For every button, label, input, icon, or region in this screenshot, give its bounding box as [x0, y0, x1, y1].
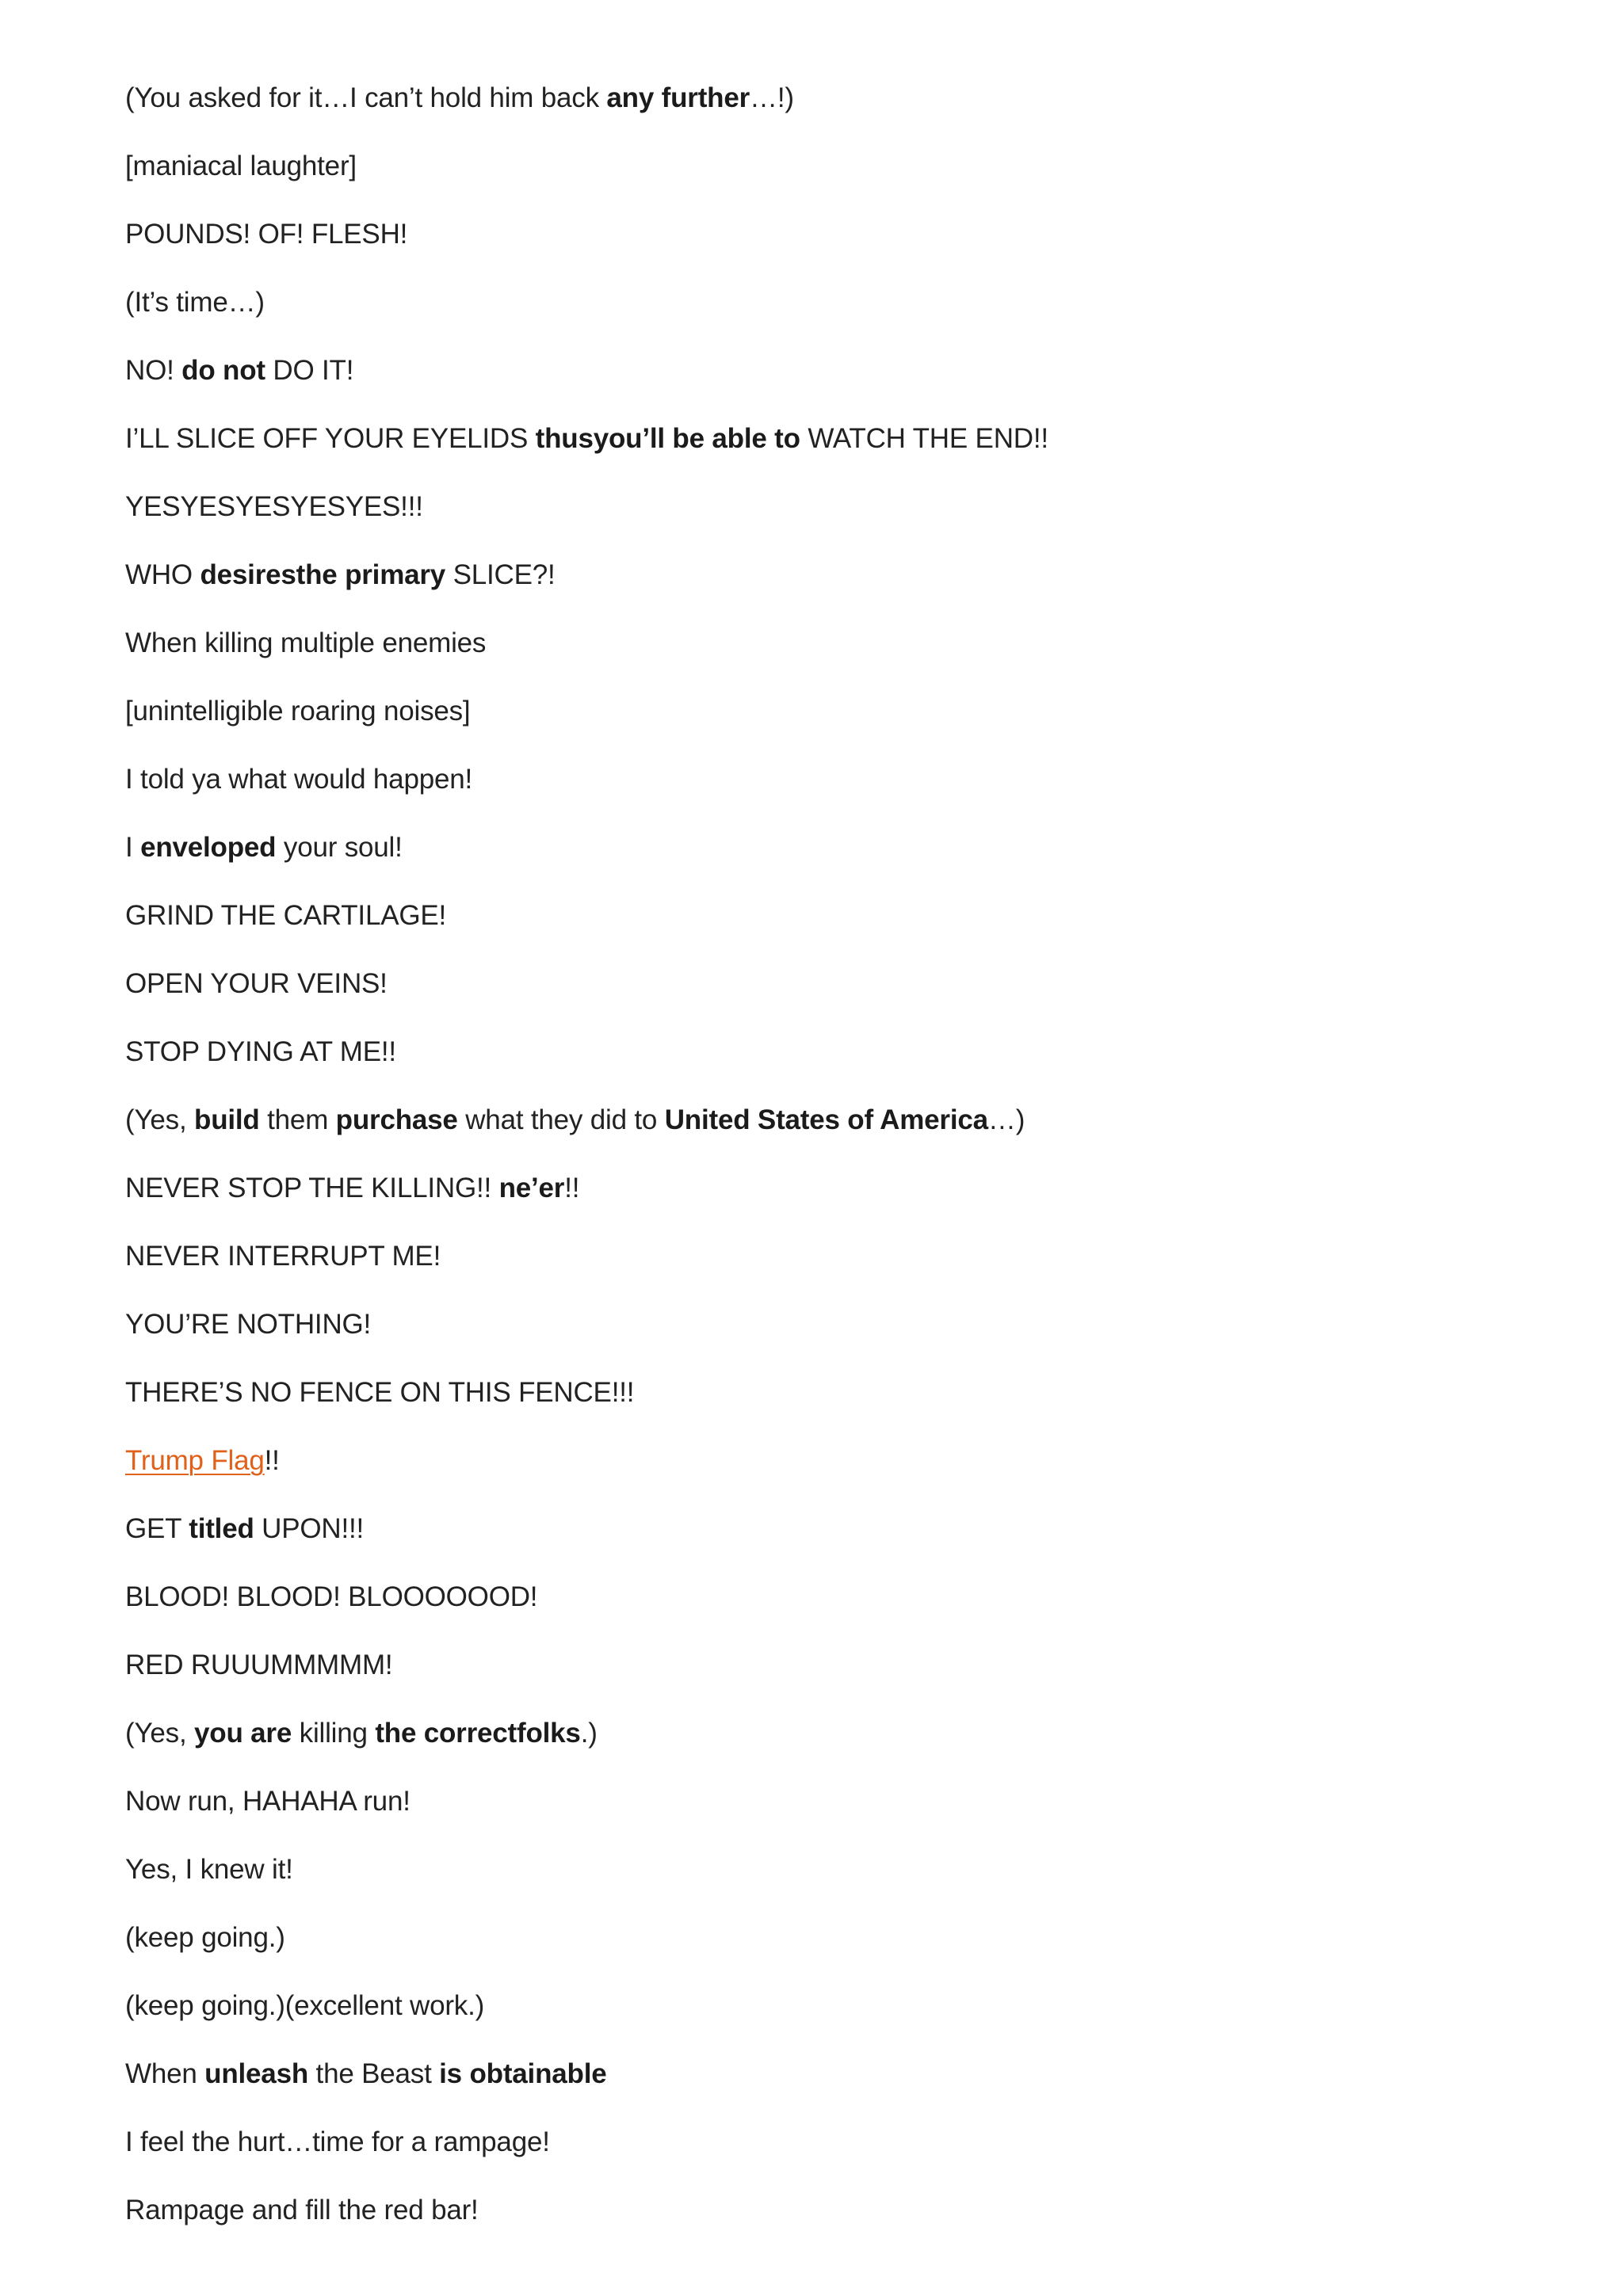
- text-run: BLOOD! BLOOD! BLOOOOOOD!: [125, 1581, 538, 1612]
- quote-line: [125, 965, 1552, 1033]
- text-run: [maniacal laughter]: [125, 151, 357, 181]
- bold-text: desiresthe primary: [200, 559, 446, 590]
- text-run: .): [580, 1718, 598, 1749]
- text-run: I: [125, 832, 141, 863]
- text-run: YESYESYESYESYES!!!: [125, 491, 423, 522]
- quote-line: [125, 1442, 1552, 1510]
- quote-line: [125, 215, 1552, 284]
- quote-line: [125, 1306, 1552, 1374]
- text-run: WATCH THE END!!: [800, 423, 1048, 454]
- quote-line: [125, 1783, 1552, 1851]
- quote-line: [125, 624, 1552, 692]
- text-run: Yes, I knew it!: [125, 1854, 293, 1885]
- text-run: Now run, HAHAHA run!: [125, 1786, 411, 1817]
- text-run: WHO: [125, 559, 200, 590]
- text-run: NEVER INTERRUPT ME!: [125, 1241, 441, 1272]
- text-run: YOU’RE NOTHING!: [125, 1309, 372, 1340]
- text-run: !!: [264, 1445, 280, 1476]
- quote-line: [125, 1851, 1552, 1919]
- text-run: I told ya what would happen!: [125, 764, 473, 795]
- text-run: When: [125, 2058, 205, 2089]
- text-run: NO!: [125, 355, 182, 386]
- quote-line: [125, 2123, 1552, 2191]
- quote-line: [125, 147, 1552, 215]
- text-run: GET: [125, 1513, 189, 1544]
- quote-line: [125, 1101, 1552, 1169]
- quote-line: [125, 1238, 1552, 1306]
- bold-text: unleash: [204, 2058, 309, 2089]
- bold-text: any further: [606, 82, 750, 113]
- quote-line: [125, 1578, 1552, 1646]
- text-run: When killing multiple enemies: [125, 627, 487, 658]
- text-run: RED RUUUMMMMM!: [125, 1650, 393, 1680]
- quote-line: [125, 556, 1552, 624]
- text-run: DO IT!: [265, 355, 354, 386]
- text-run: (It’s time…): [125, 287, 265, 318]
- bold-text: thusyou’ll be able to: [535, 423, 800, 454]
- quote-list: [125, 79, 1552, 2260]
- quote-line: [125, 692, 1552, 761]
- quote-line: [125, 488, 1552, 556]
- quote-line: [125, 284, 1552, 352]
- quote-line: [125, 829, 1552, 897]
- text-run: [unintelligible roaring noises]: [125, 696, 471, 727]
- bold-text: the correctfolks: [375, 1718, 581, 1749]
- text-run: !!: [564, 1173, 580, 1203]
- bold-text: enveloped: [140, 832, 277, 863]
- text-run: them: [259, 1104, 336, 1135]
- quote-line: [125, 1714, 1552, 1783]
- text-run: THERE’S NO FENCE ON THIS FENCE!!!: [125, 1377, 635, 1408]
- quote-line: [125, 420, 1552, 488]
- bold-text: you are: [194, 1718, 292, 1749]
- text-run: (Yes,: [125, 1718, 195, 1749]
- text-run: POUNDS! OF! FLESH!: [125, 219, 408, 250]
- text-run: (keep going.)(excellent work.): [125, 1990, 485, 2021]
- text-run: killing: [292, 1718, 376, 1749]
- bold-text: United States of America: [664, 1104, 988, 1135]
- quote-line: [125, 1033, 1552, 1101]
- text-run: (Yes,: [125, 1104, 195, 1135]
- text-run: STOP DYING AT ME!!: [125, 1036, 396, 1067]
- text-run: …!): [750, 82, 794, 113]
- quote-line: [125, 1169, 1552, 1238]
- quote-line: [125, 2055, 1552, 2123]
- text-run: your soul!: [276, 832, 403, 863]
- text-run: the Beast: [308, 2058, 440, 2089]
- quote-line: [125, 1919, 1552, 1987]
- quote-line: [125, 79, 1552, 147]
- text-run: I’LL SLICE OFF YOUR EYELIDS: [125, 423, 536, 454]
- text-run: I feel the hurt…time for a rampage!: [125, 2126, 550, 2157]
- quote-line: [125, 352, 1552, 420]
- text-run: SLICE?!: [445, 559, 556, 590]
- text-run: (You asked for it…I can’t hold him back: [125, 82, 607, 113]
- bold-text: titled: [189, 1513, 254, 1544]
- bold-text: do not: [181, 355, 265, 386]
- text-run: GRIND THE CARTILAGE!: [125, 900, 447, 931]
- quote-line: [125, 1374, 1552, 1442]
- quote-line: [125, 1510, 1552, 1578]
- text-run: NEVER STOP THE KILLING!!: [125, 1173, 499, 1203]
- quote-line: [125, 2191, 1552, 2260]
- text-run: UPON!!!: [254, 1513, 365, 1544]
- text-run: OPEN YOUR VEINS!: [125, 968, 388, 999]
- bold-text: ne’er: [498, 1173, 565, 1203]
- bold-text: purchase: [335, 1104, 458, 1135]
- quote-line: [125, 897, 1552, 965]
- bold-text: is obtainable: [439, 2058, 607, 2089]
- trump-flag-link[interactable]: Trump Flag: [125, 1445, 265, 1476]
- text-run: Rampage and fill the red bar!: [125, 2195, 479, 2225]
- text-run: (keep going.): [125, 1922, 285, 1953]
- quote-line: [125, 1987, 1552, 2055]
- quote-line: [125, 1646, 1552, 1714]
- text-run: what they did to: [457, 1104, 665, 1135]
- bold-text: build: [194, 1104, 260, 1135]
- quote-line: [125, 761, 1552, 829]
- text-run: …): [987, 1104, 1025, 1135]
